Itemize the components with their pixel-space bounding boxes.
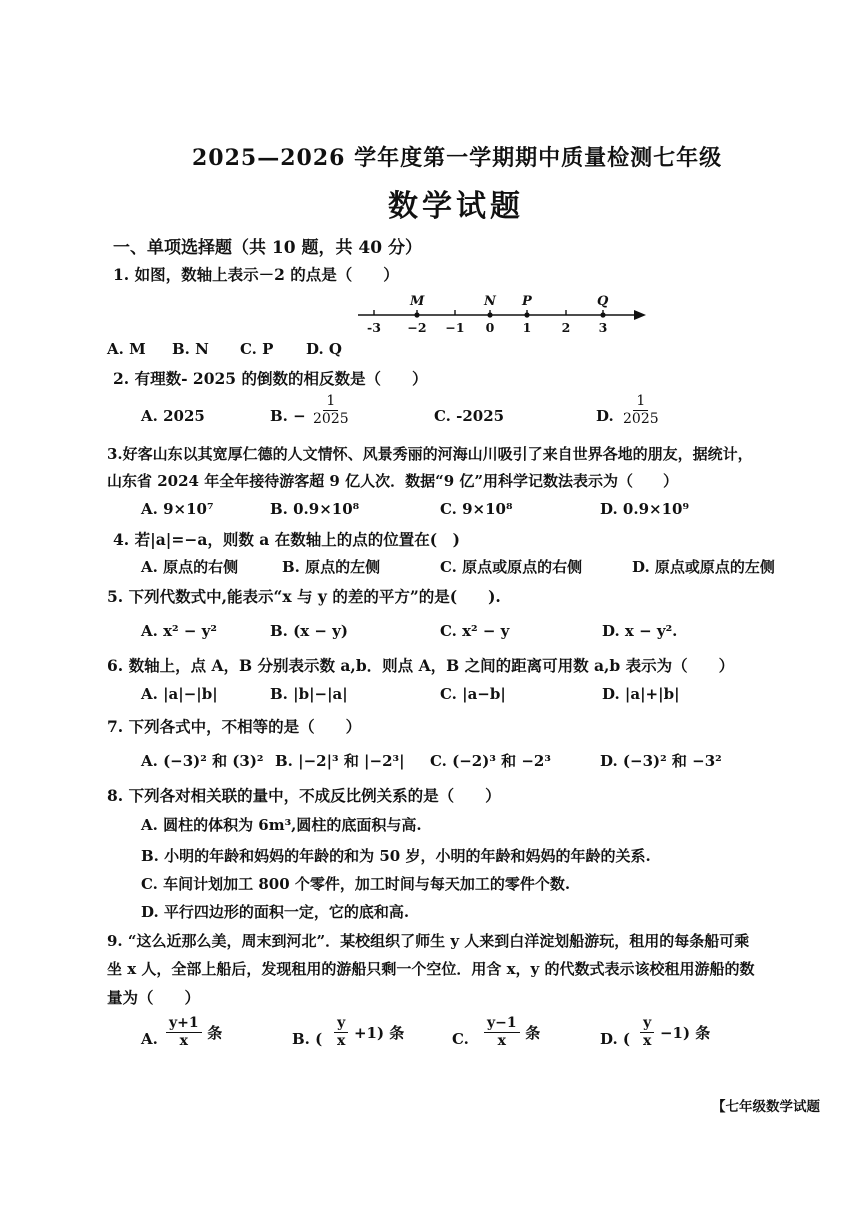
- question-2-stem: 2. 有理数- 2025 的倒数的相反数是（ ）: [113, 369, 428, 388]
- q4-option-d: D. 原点或原点的左侧: [632, 558, 775, 576]
- q2-option-a: A. 2025: [141, 407, 205, 425]
- unit-label: −1) 条: [659, 1024, 711, 1042]
- q9-option-d-label: D. (: [600, 1030, 631, 1048]
- fraction-numerator: y+1: [166, 1015, 202, 1033]
- q9-option-c-expr: [484, 1015, 540, 1050]
- tick-label-0: 0: [485, 320, 495, 335]
- q3-option-a: A. 9×10⁷: [141, 500, 214, 518]
- q2-option-b-fraction: [310, 393, 352, 428]
- arrow-right-icon: [634, 310, 646, 320]
- fraction-numerator: y−1: [484, 1015, 520, 1033]
- question-9-stem-line3: 量为（ ）: [107, 988, 201, 1007]
- q2-option-c: C. -2025: [434, 407, 505, 425]
- q9-option-c-label: C.: [452, 1030, 469, 1048]
- point-p-dot: [524, 312, 529, 317]
- question-6-stem: 6. 数轴上，点 A，B 分别表示数 a,b．则点 A，B 之间的距离可用数 a,b 表示为（ ）: [107, 656, 735, 675]
- q8-option-a: A. 圆柱的体积为 6m³,圆柱的底面积与高.: [141, 816, 422, 834]
- exam-title-line1: 2025—2026 学年度第一学期期中质量检测七年级: [192, 145, 723, 171]
- number-line-figure: [350, 288, 650, 336]
- question-8-stem: 8. 下列各对相关联的量中，不成反比例关系的是（ ）: [107, 786, 501, 805]
- q4-option-c: C. 原点或原点的右侧: [440, 558, 583, 576]
- tick-label-neg1: −1: [445, 320, 465, 335]
- q9-option-d-expr: [640, 1015, 710, 1050]
- q3-option-c: C. 9×10⁸: [440, 500, 513, 518]
- q1-option-b: B. N: [172, 340, 209, 358]
- q7-option-d: D. (−3)² 和 −3²: [600, 752, 722, 770]
- page-footer-label: 【七年级数学试题: [712, 1099, 820, 1115]
- q9-option-b-label: B. (: [292, 1030, 323, 1048]
- q8-option-c: C. 车间计划加工 800 个零件，加工时间与每天加工的零件个数.: [141, 875, 571, 893]
- question-7-stem: 7. 下列各式中，不相等的是（ ）: [107, 717, 362, 736]
- q1-option-d: D. Q: [306, 340, 342, 358]
- q5-option-b: B. (x − y): [270, 622, 348, 640]
- q5-option-d: D. x − y².: [602, 622, 678, 640]
- q5-option-a: A. x² − y²: [141, 622, 217, 640]
- q2-option-d-fraction: [620, 393, 662, 428]
- q9-option-a-expr: [166, 1015, 222, 1050]
- q7-option-b: B. |−2|³ 和 |−2³|: [275, 752, 405, 770]
- q6-option-b: B. |b|−|a|: [270, 685, 348, 703]
- q1-option-c: C. P: [240, 340, 274, 358]
- q7-option-a: A. (−3)² 和 (3)²: [141, 752, 264, 770]
- q6-option-a: A. |a|−|b|: [141, 685, 218, 703]
- question-4-stem: 4. 若|a|=−a，则数 a 在数轴上的点的位置在( ): [113, 530, 460, 549]
- question-9-stem-line2: 坐 x 人，全部上船后，发现租用的游船只剩一个空位．用含 x，y 的代数式表示该校租用游船的数: [107, 960, 755, 978]
- q8-option-b: B. 小明的年龄和妈妈的年龄的和为 50 岁，小明的年龄和妈妈的年龄的关系.: [141, 847, 651, 865]
- tick-label-2: 2: [561, 320, 571, 335]
- tick-label-neg3: -3: [367, 320, 381, 335]
- q4-option-a: A. 原点的右侧: [141, 558, 239, 576]
- point-label-q: Q: [597, 294, 609, 309]
- section-heading: 一、单项选择题（共 10 题，共 40 分）: [113, 238, 422, 258]
- fraction-denominator: x: [179, 1033, 188, 1049]
- q5-option-c: C. x² − y: [440, 622, 510, 640]
- question-3-stem-line2: 山东省 2024 年全年接待游客超 9 亿人次．数据“9 亿”用科学记数法表示为（ ）: [107, 472, 678, 490]
- q9-option-b-expr: [334, 1015, 404, 1050]
- fraction-numerator: 1: [323, 393, 338, 411]
- fraction-numerator: 1: [633, 393, 648, 411]
- point-q-dot: [600, 312, 605, 317]
- fraction-denominator: 2025: [623, 411, 659, 427]
- q7-option-c: C. (−2)³ 和 −2³: [430, 752, 551, 770]
- tick-label-1: 1: [522, 320, 532, 335]
- unit-label: 条: [207, 1024, 223, 1042]
- point-m-dot: [414, 312, 419, 317]
- fraction-denominator: x: [337, 1033, 346, 1049]
- q3-option-d: D. 0.9×10⁹: [600, 500, 690, 518]
- q2-option-d-label: D.: [596, 407, 614, 425]
- fraction-numerator: y: [334, 1015, 348, 1033]
- exam-title-line2: 数学试题: [388, 189, 524, 224]
- question-5-stem: 5. 下列代数式中,能表示“x 与 y 的差的平方”的是( ).: [107, 587, 501, 606]
- point-n-dot: [487, 312, 492, 317]
- point-label-m: M: [410, 294, 425, 309]
- tick-label-3: 3: [598, 320, 608, 335]
- unit-label: +1) 条: [353, 1024, 405, 1042]
- fraction-numerator: y: [640, 1015, 654, 1033]
- tick-label-neg2: −2: [407, 320, 427, 335]
- unit-label: 条: [525, 1024, 541, 1042]
- q6-option-d: D. |a|+|b|: [602, 685, 680, 703]
- q9-option-a-label: A.: [141, 1030, 158, 1048]
- q1-option-a: A. M: [107, 340, 146, 358]
- fraction-denominator: x: [497, 1033, 506, 1049]
- fraction-denominator: 2025: [313, 411, 349, 427]
- q2-option-b-label: B. −: [270, 407, 306, 425]
- q3-option-b: B. 0.9×10⁸: [270, 500, 360, 518]
- fraction-denominator: x: [643, 1033, 652, 1049]
- point-label-p: P: [522, 294, 532, 309]
- q4-option-b: B. 原点的左侧: [282, 558, 381, 576]
- question-9-stem-line1: 9. “这么近那么美，周末到河北”．某校组织了师生 y 人来到白洋淀划船游玩，租用的每条船可乘: [107, 932, 750, 950]
- q8-option-d: D. 平行四边形的面积一定，它的底和高.: [141, 903, 410, 921]
- q6-option-c: C. |a−b|: [440, 685, 506, 703]
- question-3-stem-line1: 3.好客山东以其宽厚仁德的人文情怀、风景秀丽的河海山川吸引了来自世界各地的朋友，据统计，: [107, 445, 753, 463]
- point-label-n: N: [484, 294, 496, 309]
- question-1-stem: 1. 如图，数轴上表示－2 的点是（ ）: [113, 265, 399, 284]
